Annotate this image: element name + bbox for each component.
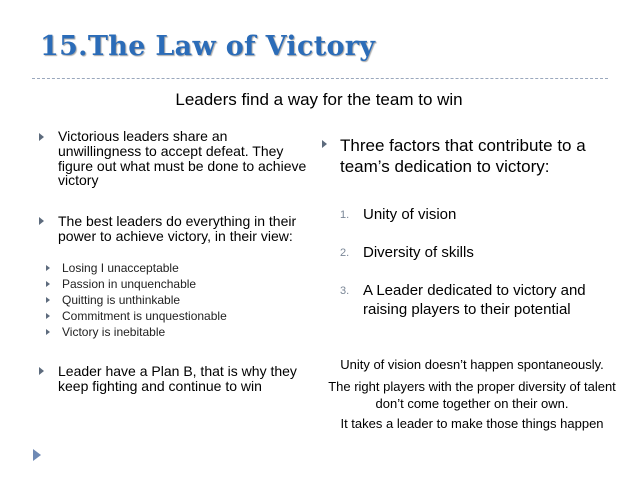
title-divider: [32, 78, 608, 79]
triangle-bullet-icon: [46, 329, 50, 335]
triangle-bullet-icon: [39, 217, 44, 225]
factor-number: 2.: [340, 247, 350, 259]
triangle-bullet-icon: [46, 265, 50, 271]
sub-bullet-text: Quitting is unthinkable: [62, 293, 181, 307]
triangle-bullet-icon: [39, 367, 44, 375]
sub-bullet-text: Losing I unacceptable: [62, 261, 179, 275]
factor-number: 1.: [340, 209, 350, 221]
factor-text: Diversity of skills: [363, 244, 474, 261]
next-slide-arrow-icon[interactable]: [33, 449, 41, 461]
triangle-bullet-icon: [46, 313, 50, 319]
note-text: The right players with the proper diversity of talent don’t come together on their own.: [328, 379, 616, 411]
triangle-bullet-icon: [46, 297, 50, 303]
factor-text: Unity of vision: [363, 206, 457, 223]
triangle-bullet-icon: [46, 281, 50, 287]
bullet-text: Leader have a Plan B, that is why they keep fighting and continue to win: [58, 363, 297, 394]
bullet-text: The best leaders do everything in their power to achieve victory, in their view:: [58, 213, 297, 244]
sub-bullet-text: Commitment is unquestionable: [62, 309, 227, 323]
slide-subtitle: Leaders find a way for the team to win: [175, 90, 463, 109]
note-text: It takes a leader to make those things happen: [340, 416, 604, 431]
triangle-bullet-icon: [39, 133, 44, 141]
factor-number: 3.: [340, 285, 350, 297]
sub-bullet-text: Victory is inebitable: [62, 325, 166, 339]
sub-bullet-text: Passion in unquenchable: [62, 277, 197, 291]
triangle-bullet-icon: [322, 140, 327, 148]
bullet-text: Victorious leaders share an unwillingness to accept defeat. They figure out what must be done to achieve victory: [58, 128, 307, 189]
factors-heading: Three factors that contribute to a team’s dedication to victory:: [340, 136, 586, 177]
note-text: Unity of vision doesn’t happen spontaneously.: [340, 357, 604, 372]
factor-text: A Leader dedicated to victory and raising players to their potential: [363, 282, 586, 319]
slide-title: 15.The Law of Victory: [40, 31, 376, 62]
